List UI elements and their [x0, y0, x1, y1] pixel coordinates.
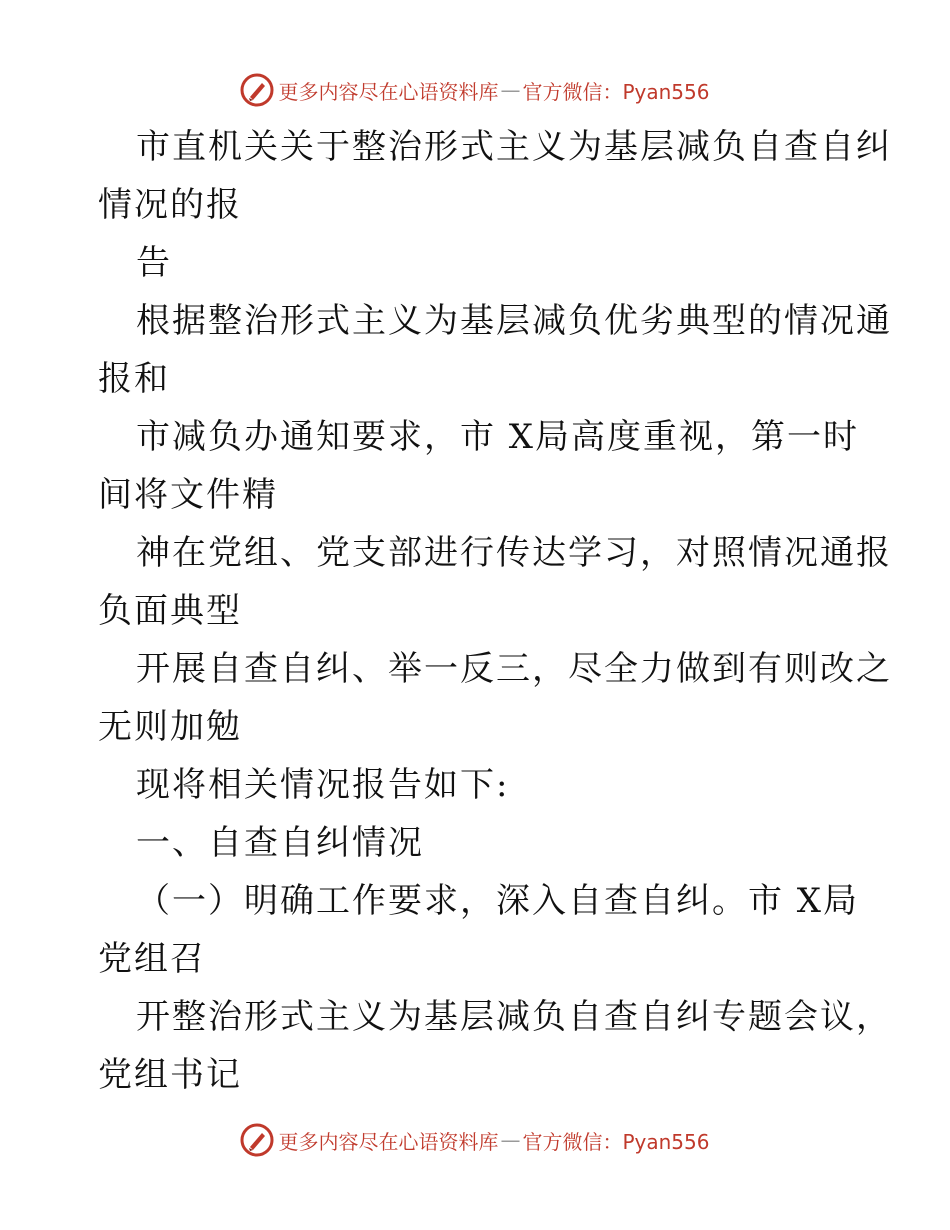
document-line: 负面典型 [98, 591, 242, 631]
document-line: 无则加勉 [98, 707, 242, 747]
watermark-separator: — [500, 78, 521, 102]
pen-logo-icon [240, 1123, 274, 1157]
watermark-banner-bottom [0, 1120, 950, 1160]
watermark-separator: — [500, 1128, 521, 1152]
document-line: 党组书记 [98, 1055, 242, 1095]
document-line: 开整治形式主义为基层减负自查自纠专题会议， [136, 997, 892, 1037]
document-line: 现将相关情况报告如下: [136, 765, 510, 805]
document-line: 党组召 [98, 939, 206, 979]
watermark-wechat: 官方微信：Pyan556 [522, 79, 710, 104]
pen-logo-icon [240, 73, 274, 107]
document-line: 情况的报 [98, 185, 242, 225]
document-line: 告 [136, 243, 172, 283]
watermark-text: 更多内容尽在心语资料库 [278, 79, 499, 104]
document-line: 根据整治形式主义为基层减负优劣典型的情况通 [136, 301, 892, 341]
document-line: 报和 [98, 359, 170, 399]
document-line: 一、自查自纠情况 [136, 823, 424, 863]
document-line: 神在党组、党支部进行传达学习，对照情况通报 [136, 533, 892, 573]
watermark-wechat: 官方微信：Pyan556 [522, 1129, 710, 1154]
document-line: 间将文件精 [98, 475, 278, 515]
document-line: 市减负办通知要求，市 X局高度重视，第一时 [136, 417, 860, 457]
document-line: 开展自查自纠、举一反三，尽全力做到有则改之 [136, 649, 892, 689]
document-body [98, 118, 892, 1104]
document-line: 市直机关关于整治形式主义为基层减负自查自纠 [136, 127, 892, 167]
document-line: （一）明确工作要求，深入自查自纠。市 X局 [136, 881, 860, 921]
watermark-text: 更多内容尽在心语资料库 [278, 1129, 499, 1154]
watermark-banner-top [0, 70, 950, 110]
